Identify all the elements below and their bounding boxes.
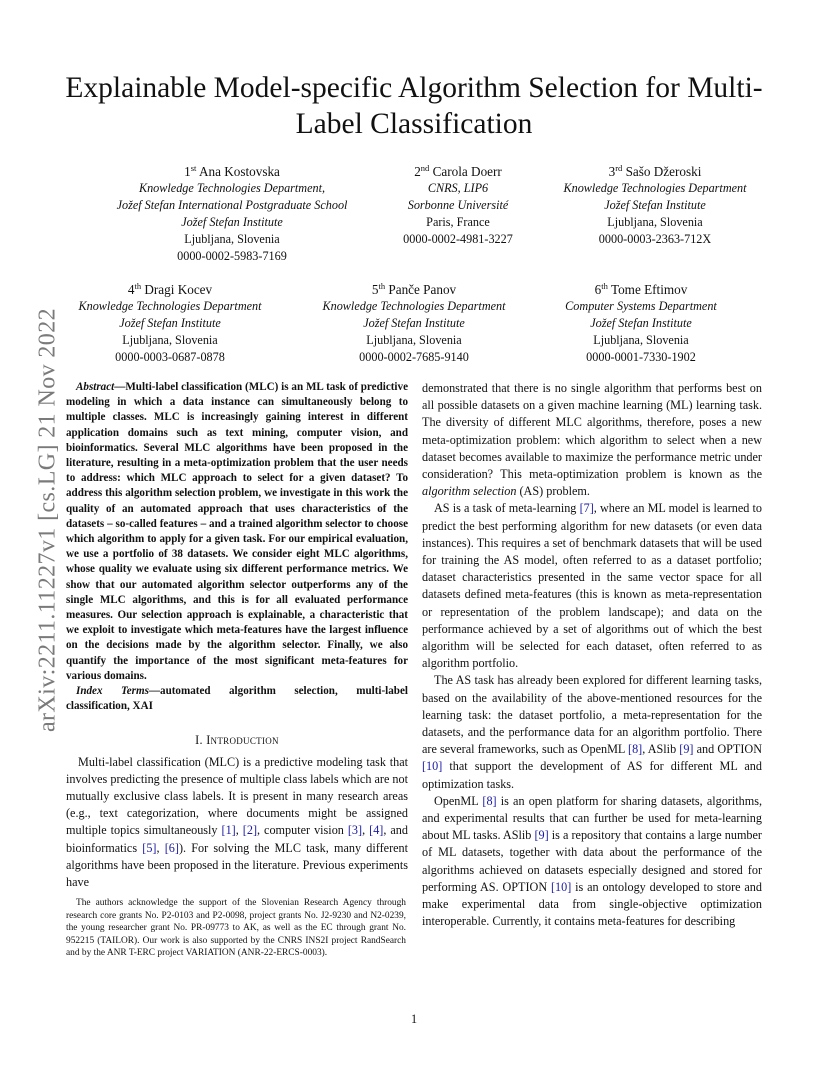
citation-link[interactable]: [3] xyxy=(347,823,363,838)
paper-title: Explainable Model-specific Algorithm Selection for Multi-Label Classification xyxy=(65,72,763,140)
page-number: 1 xyxy=(410,1012,418,1026)
author-name: 6th Tome Eftimov xyxy=(594,281,688,297)
author-affiliation: Knowledge Technologies Department xyxy=(78,299,262,313)
author-location: Ljubljana, Slovenia xyxy=(593,333,689,347)
citation-link[interactable]: [2] xyxy=(242,823,258,838)
citation-link[interactable]: [7] xyxy=(579,501,594,516)
author-name: 2nd Carola Doerr xyxy=(414,163,502,179)
author-affiliation: Jožef Stefan Institute xyxy=(181,215,283,229)
citation-link[interactable]: [10] xyxy=(550,879,572,894)
body-paragraph: The AS task has already been explored for different learning tasks, based on the availability of the above-mentioned resources for the learning task: the dataset portfolio, a meta-representation for the datasets, and the performance data for an algorithm portfolio. There are several frameworks, such as OpenML [8], ASlib [9] and OPTION [10] that support the development of AS for different ML and optimization tasks. xyxy=(422,673,762,791)
body-paragraph: OpenML [8] is an open platform for sharing datasets, algorithms, and experimental results that can further be used for meta-learning about ML tasks. ASlib [9] is a repository that contains a large number of ML datasets, together with data about the performance of the algorithms achieved on datasets especially designed and stored for performing AS. OPTION [10] is an ontology developed to store and make experimental data from single-objective optimization interoperable. Currently, it contains meta-features for describing xyxy=(422,793,762,929)
author-block-4 xyxy=(78,281,261,366)
index-terms: Index Terms—automated algorithm selection, multi-label classification, XAI xyxy=(66,685,408,713)
citation-link[interactable]: [8] xyxy=(628,742,643,757)
author-orcid: 0000-0002-7685-9140 xyxy=(359,350,469,364)
arxiv-identifier: arXiv:2211.11227v1 [cs.LG] 21 Nov 2022 xyxy=(34,307,61,733)
citation-link[interactable]: [9] xyxy=(534,828,549,843)
author-name: 3rd Sašo Džeroski xyxy=(608,163,702,179)
section-heading: I. Introduction xyxy=(195,733,279,748)
author-orcid: 0000-0001-7330-1902 xyxy=(586,350,696,364)
author-name: 1st Ana Kostovska xyxy=(184,163,280,179)
author-block-6 xyxy=(565,281,717,366)
intro-paragraph: Multi-label classification (MLC) is a predictive modeling task that involves predicting the presence of multiple class labels which are not mutually exclusive class labels. It is present in many research areas (e.g., text categorization, where documents might be assigned multiple topics simultaneously [1], [2], computer vision [3], [4], and bioinformatics [5], [6]). For solving the MLC task, many different algorithms have been proposed in the literature. Previous experiments have xyxy=(66,754,409,890)
citation-link[interactable]: [8] xyxy=(482,793,497,808)
author-block-5 xyxy=(322,281,505,366)
author-affiliation: Knowledge Technologies Department xyxy=(322,299,506,313)
citation-link[interactable]: [6] xyxy=(164,840,179,855)
author-location: Ljubljana, Slovenia xyxy=(122,333,218,347)
author-location: Ljubljana, Slovenia xyxy=(607,215,703,229)
body-paragraph: AS is a task of meta-learning [7], where an ML model is learned to predict the best performing algorithm for new datasets (or even data instances). This requires a set of benchmark datasets that will be used for training the AS model, often referred to as a dataset portfolio; dataset characteristics presented in the same vector space for all datasets defined meta-features (this is known as meta-representation or representation of the problem landscape); and data on the performance achieved by a set of algorithms out of which the best algorithm will be selected for each dataset, often referred to as algorithm portfolio. xyxy=(422,501,763,671)
right-column xyxy=(422,380,762,931)
author-affiliation: Jožef Stefan International Postgraduate School xyxy=(116,198,348,212)
author-affiliation: Jožef Stefan Institute xyxy=(604,198,706,212)
citation-link[interactable]: [10] xyxy=(422,759,443,774)
author-orcid: 0000-0003-2363-712X xyxy=(598,232,712,246)
citation-link[interactable]: [9] xyxy=(679,742,694,757)
author-affiliation: Knowledge Technologies Department xyxy=(563,181,747,195)
author-affiliation: Jožef Stefan Institute xyxy=(590,316,692,330)
author-orcid: 0000-0002-5983-7169 xyxy=(177,249,287,263)
author-orcid: 0000-0003-0687-0878 xyxy=(115,350,225,364)
citation-link[interactable]: [1] xyxy=(221,823,236,838)
citation-link[interactable]: [4] xyxy=(369,823,384,838)
citation-link[interactable]: [5] xyxy=(142,840,157,855)
author-block-3 xyxy=(563,163,746,248)
author-location: Paris, France xyxy=(426,215,490,229)
author-block-1 xyxy=(117,163,348,265)
author-location: Ljubljana, Slovenia xyxy=(366,333,462,347)
body-paragraph: demonstrated that there is no single algorithm that performs best on all possible datasets on a given machine learning (ML) learning task. The diversity of different MLC algorithms, therefore, poses a new meta-optimization problem: which algorithm to select when a new dataset becomes available to maximize the performance metric under consideration? This meta-optimization problem is known as the algorithm selection (AS) problem. xyxy=(422,381,762,499)
author-affiliation: Sorbonne Université xyxy=(407,198,509,212)
author-affiliation: Computer Systems Department xyxy=(565,299,717,313)
author-block-2 xyxy=(403,163,513,248)
footnote: The authors acknowledge the support of the Slovenian Research Agency through research core grants No. P2-0103 and P2-0098, project grants No. J2-9230 and N2-0239, the young researcher grant No. PR-09773 to AK, as well as the EC through grant No. 952215 (TAILOR). Our work is also supported by the CNRS INS2I project RandSearch and by the ANR T-ERC project VARIATION (ANR-22-ERCS-0003). xyxy=(66,898,406,959)
author-name: 4th Dragi Kocev xyxy=(127,281,213,297)
author-orcid: 0000-0002-4981-3227 xyxy=(403,232,513,246)
author-name: 5th Panče Panov xyxy=(371,281,457,297)
left-column xyxy=(66,380,408,891)
author-location: Ljubljana, Slovenia xyxy=(184,232,280,246)
author-affiliation: Jožef Stefan Institute xyxy=(119,316,221,330)
author-affiliation: CNRS, LIP6 xyxy=(427,181,489,195)
author-affiliation: Jožef Stefan Institute xyxy=(363,316,465,330)
abstract: Abstract—Multi-label classification (MLC) is an ML task of predictive modeling in which a data instance can simultaneously belong to multiple classes. MLC is increasingly gaining interest in different application domains such as text mining, computer vision, and bioinformatics. Several MLC algorithms have been proposed in the literature, resulting in a meta-optimization problem that the user needs to address: which MLC approach to select for a given dataset? To address this algorithm selection problem, we investigate in this work the quality of an automated approach that uses characteristics of the datasets – so-called features – and a trained algorithm selector to choose which algorithm to apply for a given task. For our empirical evaluation, we use a portfolio of 38 datasets. We consider eight MLC algorithms, whose quality we evaluate using six different performance metrics. We show that our automated algorithm selector outperforms any of the single MLC algorithms, and this is for all evaluated performance measures. Our selection approach is explainable, a characteristic that we exploit to investigate which meta-features have the largest influence on the decisions made by the algorithm selector. Finally, we also quantify the importance of the most significant meta-features for various domains. xyxy=(66,381,408,682)
author-affiliation: Knowledge Technologies Department, xyxy=(138,181,326,195)
